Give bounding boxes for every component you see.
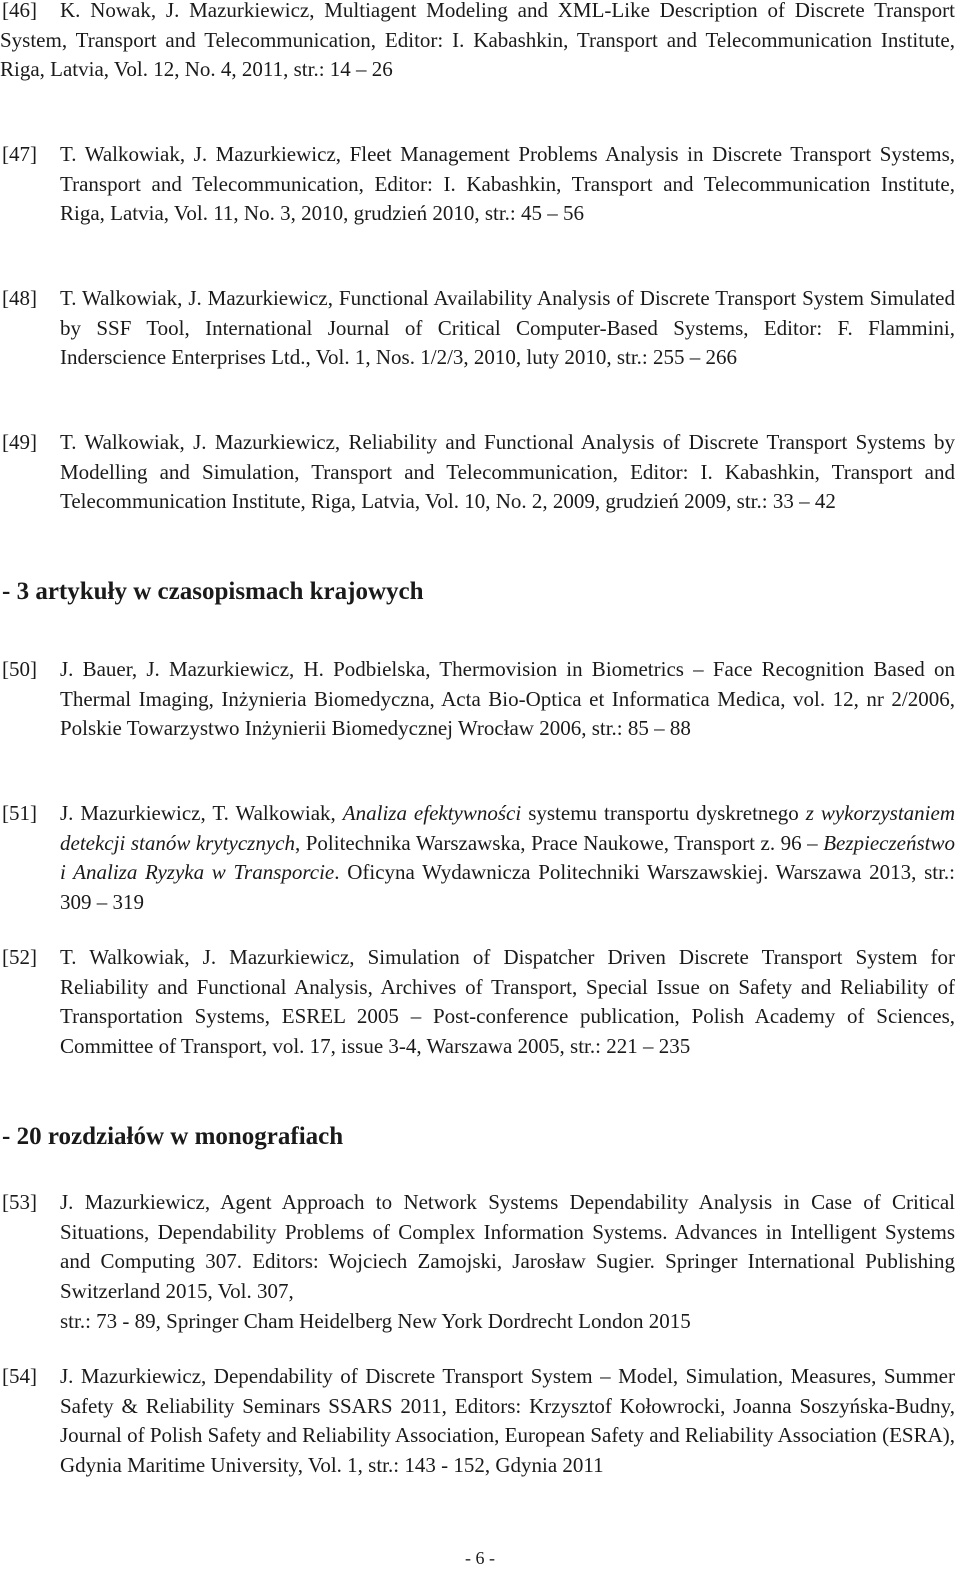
- reference-authors: J. Mazurkiewicz, T. Walkowiak,: [60, 801, 336, 825]
- reference-51: [0, 799, 955, 918]
- reference-text: T. Walkowiak, J. Mazurkiewicz, Reliability and Functional Analysis of Discrete Transport Systems by Modelling and Simulation, Transport and Telecommunication, Editor: I. Kabashkin, Transport and Telecommunication Institute, Riga, Latvia, Vol. 10, No. 2, 2009, grudzień 2009, str.: 33 – 42: [60, 430, 955, 514]
- page-number: - 6 -: [465, 1548, 495, 1568]
- reference-number: [49]: [2, 430, 37, 454]
- reference-number: [52]: [2, 945, 37, 969]
- reference-text: K. Nowak, J. Mazurkiewicz, Multiagent Modeling and XML-Like Description of Discrete Transport System, Transport and Telecommunication, Editor: I. Kabashkin, Transport and Telecommunication Institute, Riga, Latvia, Vol. 12, No. 4, 2011, str.: 14 – 26: [0, 0, 955, 82]
- reference-text: [60, 1188, 955, 1337]
- reference-number: [48]: [2, 286, 37, 310]
- reference-text-main: J. Mazurkiewicz, Agent Approach to Network Systems Dependability Analysis in Case of Critical Situations, Dependability Problems of Complex Information Systems. Advances in Intelligent Systems and Computing 307. Editors: Wojciech Zamojski, Jarosław Sugier. Springer International Publishing Switzerland 2015, Vol. 307,: [60, 1190, 955, 1304]
- reference-text: J. Bauer, J. Mazurkiewicz, H. Podbielska, Thermovision in Biometrics – Face Recognition Based on Thermal Imaging, Inżynieria Biomedyczna, Acta Bio-Optica et Informatica Medica, vol. 12, nr 2/2006, Polskie Towarzystwo Inżynierii Biomedycznej Wrocław 2006, str.: 85 – 88: [60, 657, 955, 741]
- reference-text: [60, 799, 955, 918]
- reference-number: [54]: [2, 1364, 37, 1388]
- reference-46: [0, 0, 955, 85]
- reference-title-plain: systemu transportu dyskretnego: [528, 801, 799, 825]
- reference-text: T. Walkowiak, J. Mazurkiewicz, Simulation of Dispatcher Driven Discrete Transport System for Reliability and Functional Analysis, Archives of Transport, Special Issue on Safety and Reliability of Transportation Systems, ESREL 2005 – Post-conference publication, Polish Academy of Sciences, Committee of Transport, vol. 17, issue 3-4, Warszawa 2005, str.: 221 – 235: [60, 945, 955, 1059]
- reference-50: [0, 655, 955, 744]
- section-heading-national-articles: - 3 artykuły w czasopismach krajowych: [2, 578, 424, 605]
- reference-54: [0, 1362, 955, 1481]
- reference-47: [0, 140, 955, 229]
- reference-text-continued: str.: 73 - 89, Springer Cham Heidelberg New York Dordrecht London 2015: [60, 1308, 691, 1333]
- reference-52: [0, 943, 955, 1062]
- reference-tail: . Oficyna Wydawnicza Politechniki Warszawskiej. Warszawa 2013, str.: 309 – 319: [60, 860, 955, 915]
- reference-publisher: , Politechnika Warszawska, Prace Naukowe, Transport z. 96 –: [294, 830, 818, 855]
- reference-series-italic: Bezpieczeństwo i Analiza Ryzyka w Transporcie: [60, 830, 956, 885]
- reference-number: [46]: [2, 0, 37, 22]
- reference-number: [53]: [2, 1190, 37, 1214]
- reference-number: [47]: [2, 142, 37, 166]
- reference-48: [0, 284, 955, 373]
- reference-number: [50]: [2, 657, 37, 681]
- section-heading-monograph-chapters: - 20 rozdziałów w monografiach: [2, 1123, 344, 1150]
- reference-text: T. Walkowiak, J. Mazurkiewicz, Functional Availability Analysis of Discrete Transport System Simulated by SSF Tool, International Journal of Critical Computer-Based Systems, Editor: F. Flammini, Inderscience Enterprises Ltd., Vol. 1, Nos. 1/2/3, 2010, luty 2010, str.: 255 – 266: [60, 286, 955, 370]
- reference-title-italic: z wykorzystaniem detekcji stanów krytycznych: [60, 801, 955, 855]
- reference-49: [0, 428, 955, 517]
- reference-number: [51]: [2, 801, 37, 825]
- reference-text: T. Walkowiak, J. Mazurkiewicz, Fleet Management Problems Analysis in Discrete Transport Systems, Transport and Telecommunication, Editor: I. Kabashkin, Transport and Telecommunication Institute, Riga, Latvia, Vol. 11, No. 3, 2010, grudzień 2010, str.: 45 – 56: [60, 142, 955, 226]
- reference-53: [0, 1188, 955, 1337]
- reference-title-italic: Analiza efektywności: [342, 801, 522, 825]
- reference-text: J. Mazurkiewicz, Dependability of Discrete Transport System – Model, Simulation, Measures, Summer Safety & Reliability Seminars SSARS 2011, Editors: Krzysztof Kołowrocki, Joanna Soszyńska-Budny, Journal of Polish Safety and Reliability Association, European Safety and Reliability Association (ESRA), Gdynia Maritime University, Vol. 1, str.: 143 - 152, Gdynia 2011: [60, 1364, 955, 1478]
